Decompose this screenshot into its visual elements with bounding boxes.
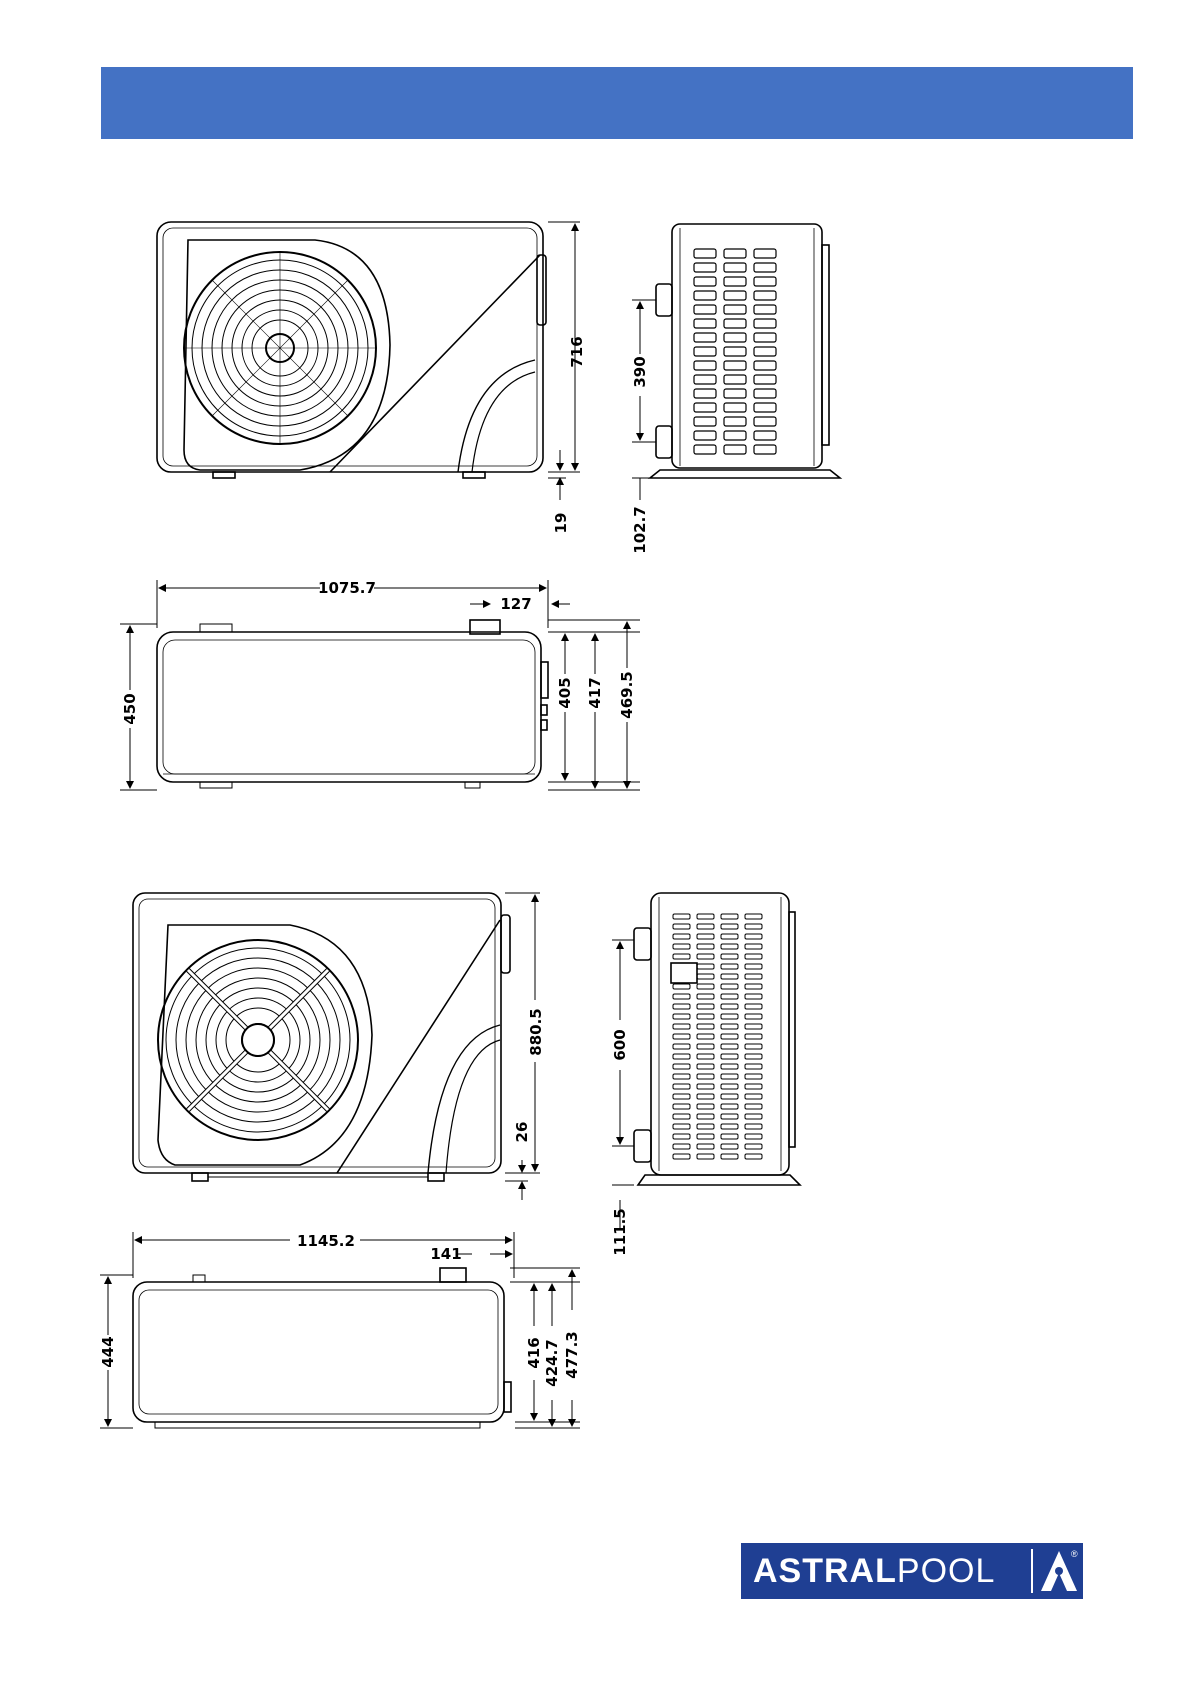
model2-side-dimensions	[612, 940, 634, 1230]
model2-depth-label: 444	[99, 1336, 117, 1368]
logo-divider	[1031, 1549, 1033, 1593]
astralpool-logo	[741, 1543, 1083, 1599]
model1-d3-label: 469.5	[618, 671, 636, 719]
model1-height-label: 716	[568, 336, 586, 368]
model2-front-view	[133, 893, 510, 1181]
model2-height-label: 880.5	[527, 1008, 545, 1056]
model1-d2-label: 417	[586, 677, 604, 709]
model1-foot-label: 19	[552, 512, 570, 534]
logo-wordmark: ASTRALPOOL	[753, 1551, 996, 1590]
model1-top-view	[157, 620, 548, 788]
model2-top-view	[133, 1268, 511, 1428]
model2-base-label: 111.5	[611, 1208, 629, 1256]
model2-offset-label: 141	[430, 1245, 462, 1263]
model1-depth-label: 450	[121, 693, 139, 725]
model1-side-dimensions	[632, 300, 656, 500]
model1-base-label: 102.7	[631, 506, 649, 554]
model2-spacing-label: 600	[611, 1029, 629, 1061]
model1-side-view	[650, 224, 840, 478]
model2-fan-grille	[158, 940, 358, 1140]
model2-d1-label: 416	[525, 1337, 543, 1369]
model1-offset-label: 127	[500, 595, 532, 613]
model2-d3-label: 477.3	[563, 1331, 581, 1379]
model1-fan-grille	[184, 252, 376, 444]
model1-spacing-label: 390	[631, 356, 649, 388]
model2-d2-label: 424.7	[543, 1339, 561, 1387]
svg-text:®: ®	[1071, 1549, 1078, 1559]
model2-top-dimensions	[100, 1232, 580, 1428]
model2-side-view	[634, 893, 800, 1185]
model1-length-label: 1075.7	[318, 579, 376, 597]
model1-front-view	[157, 222, 546, 478]
model2-length-label: 1145.2	[297, 1232, 355, 1250]
astralpool-triangle-icon	[1037, 1547, 1081, 1595]
model2-foot-label: 26	[513, 1121, 531, 1143]
model1-d1-label: 405	[556, 677, 574, 709]
